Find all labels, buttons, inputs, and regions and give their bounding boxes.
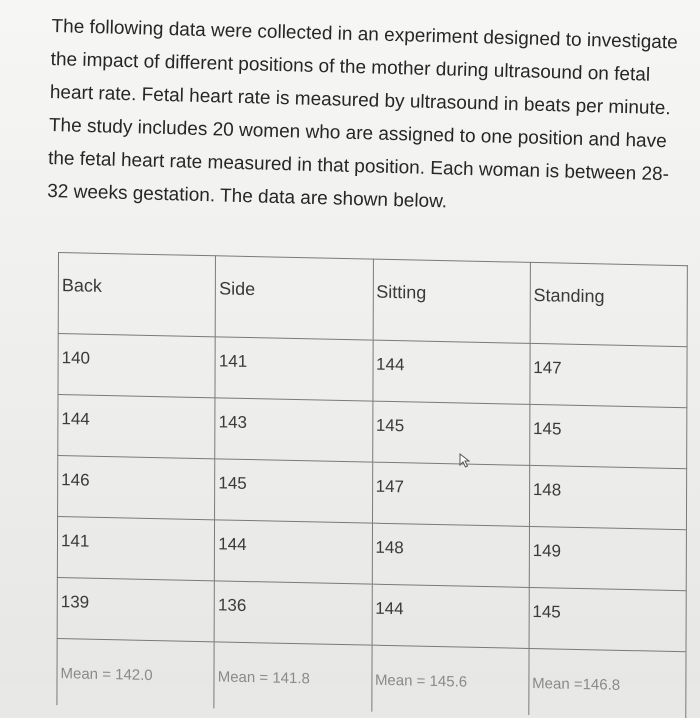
table-cell: 145: [529, 404, 686, 468]
table-cell: 147: [372, 462, 529, 526]
table-cell: 145: [215, 459, 372, 523]
table-cell: 136: [214, 581, 371, 645]
table-cell: 145: [529, 587, 686, 651]
table-cell: 147: [530, 343, 687, 407]
mean-side: Mean = 141.8: [214, 642, 371, 712]
mean-standing: Mean =146.8: [529, 648, 686, 718]
table-cell: 144: [372, 340, 529, 404]
fetal-heart-rate-table: [56, 252, 687, 718]
mouse-pointer-icon: [458, 452, 476, 470]
table-cell: 146: [58, 456, 215, 520]
question-text: [47, 10, 692, 225]
table-cell: 149: [529, 526, 686, 590]
table-cell: 145: [372, 401, 529, 465]
mean-sitting: Mean = 145.6: [371, 645, 528, 715]
header-back: Back: [58, 253, 215, 337]
table-cell: 140: [58, 334, 215, 398]
table-cell: 144: [372, 584, 529, 648]
table-cell: 144: [58, 395, 215, 459]
header-side: Side: [215, 256, 372, 340]
question-paragraph: The following data were collected in an experiment designed to investigate the impact of different positions of the mother during ultrasound on fetal heart rate. Fetal heart rate is measured by ultrasound in beats per minute. The study includes 20 women who are assigned to one position and have the fetal heart rate measured in that position. Each woman is between 28-32 weeks gestation. The data are shown below.: [46, 15, 678, 213]
mean-row: [57, 639, 686, 718]
table-cell: 148: [372, 523, 529, 587]
table-header-row: [58, 253, 687, 347]
table-cell: 144: [215, 520, 372, 584]
data-table-container: [56, 252, 687, 718]
header-sitting: Sitting: [373, 259, 530, 343]
table-cell: 141: [57, 517, 214, 581]
table-cell: 139: [57, 578, 214, 642]
table-cell: 143: [215, 398, 372, 462]
mean-back: Mean = 142.0: [57, 639, 214, 709]
header-standing: Standing: [530, 262, 687, 346]
table-cell: 141: [215, 337, 372, 401]
table-cell: 148: [529, 465, 686, 529]
